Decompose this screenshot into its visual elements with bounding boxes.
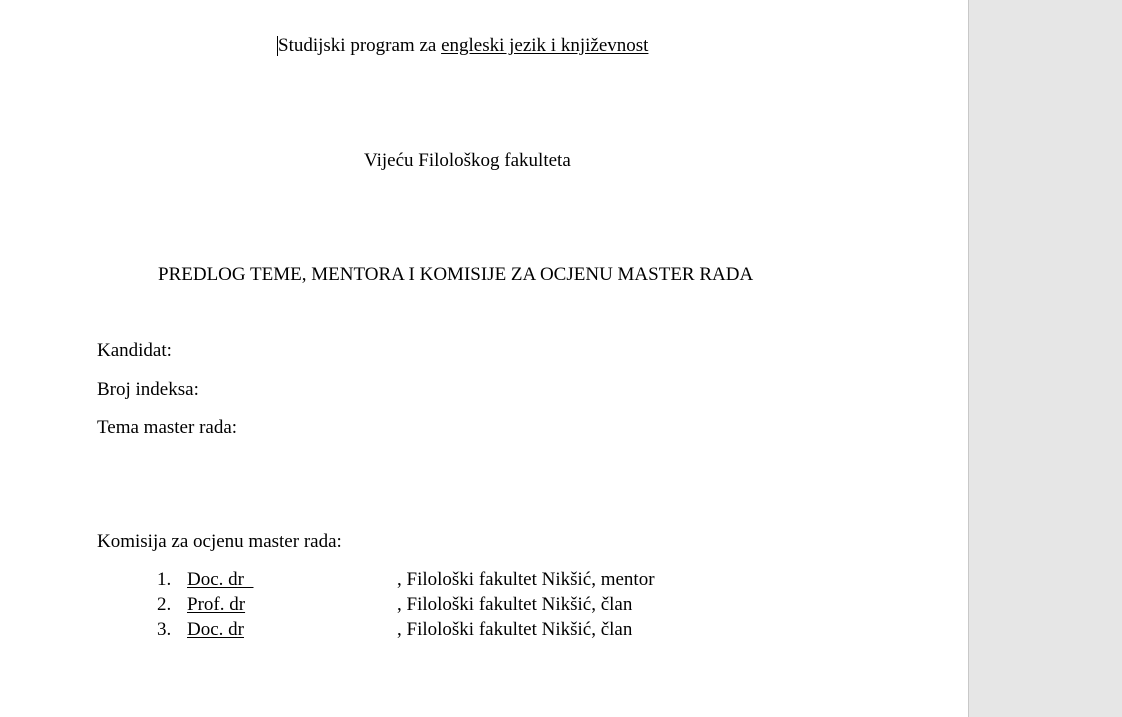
candidate-label[interactable]: Kandidat: [97, 340, 172, 361]
committee-item-name: Prof. dr [187, 594, 246, 615]
workspace-background [969, 0, 1122, 717]
committee-item-number: 3. [157, 619, 172, 640]
committee-item-affiliation: , Filološki fakultet Nikšić, član [397, 594, 633, 615]
addressee[interactable]: Vijeću Filološkog fakulteta [364, 150, 571, 171]
topic-label[interactable]: Tema master rada: [97, 417, 238, 438]
committee-item-affiliation: , Filološki fakultet Nikšić, član [397, 619, 633, 640]
committee-label[interactable]: Komisija za ocjenu master rada: [97, 531, 342, 552]
header-line[interactable] [278, 35, 648, 57]
header-program: engleski jezik i književnost [441, 35, 649, 56]
committee-item-number: 2. [157, 594, 172, 615]
header-prefix: Studijski program za [278, 35, 442, 56]
committee-item-name: Doc. dr [187, 619, 244, 640]
committee-item-number: 1. [157, 569, 172, 590]
committee-item-name: Doc. dr [187, 569, 254, 590]
document-title[interactable]: PREDLOG TEME, MENTORA I KOMISIJE ZA OCJENU MASTER RADA [158, 264, 754, 285]
committee-item-affiliation: , Filološki fakultet Nikšić, mentor [397, 569, 655, 590]
index-label[interactable]: Broj indeksa: [97, 379, 199, 400]
